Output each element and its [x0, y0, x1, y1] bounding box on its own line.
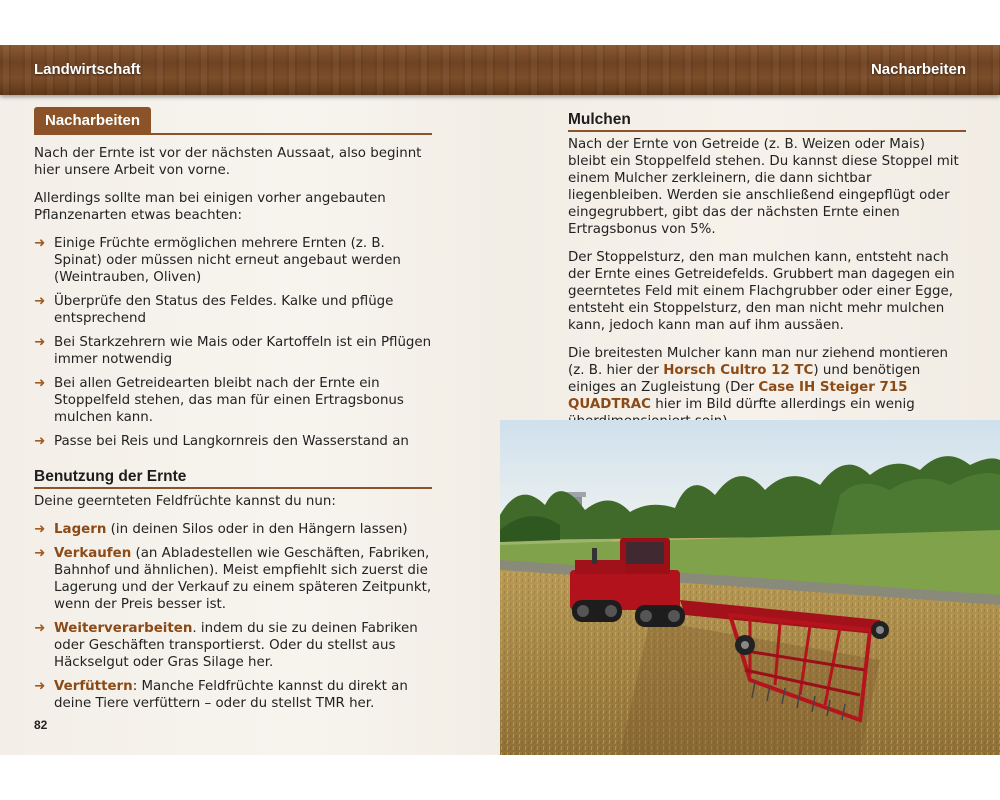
arrow-icon: ➜ [34, 621, 46, 636]
bullet-list-nacharbeiten [34, 235, 432, 450]
intro-paragraph-2: Allerdings sollte man bei einigen vorher angebauten Pflanzenarten etwas beachten: [34, 191, 386, 223]
list-item [34, 375, 432, 426]
list-item-text: : Manche Feldfrüchte kannst du direkt an deine Tiere verfüttern – oder du stellst TMR her. [54, 679, 408, 711]
section-heading-mulchen: Mulchen [568, 111, 966, 132]
para3-text-b: ) und benötigen einiges an Zugleistung (Der [568, 363, 921, 395]
section-heading-benutzung: Benutzung der Ernte [34, 468, 432, 489]
equipment-highlight-horsch: Horsch Cultro 12 TC [663, 363, 814, 378]
arrow-icon: ➜ [34, 236, 46, 251]
arrow-icon: ➜ [34, 376, 46, 391]
list-item-text: Einige Früchte ermöglichen mehrere Ernten (z. B. Spinat) oder müssen nicht erneut angebaut werden (Weintrauben, Oliven) [54, 236, 401, 285]
para3-text-a: Die breitesten Mulcher kann man nur ziehend montieren (z. B. hier der [568, 346, 949, 378]
bullet-list-usage [34, 521, 432, 712]
tractor-field-screenshot [500, 420, 1000, 755]
wood-header-bar [0, 45, 1000, 95]
section-tab-label: Nacharbeiten [34, 107, 151, 134]
list-item [34, 433, 432, 450]
arrow-icon: ➜ [34, 294, 46, 309]
list-item [34, 293, 432, 327]
right-column [568, 111, 966, 441]
header-right-title: Nacharbeiten [870, 61, 966, 78]
list-item-text: (an Abladestellen wie Geschäften, Fabriken, Bahnhof und ähnlichen). Meist empfiehlt sich zuerst die Lagerung und der Verkauf zu einem späteren Zeitpunkt, wenn der Preis besser ist. [54, 546, 432, 612]
page-number: 82 [34, 718, 48, 732]
arrow-icon: ➜ [34, 434, 46, 449]
term-highlight: Verkaufen [54, 546, 132, 561]
list-item-text: Bei allen Getreidearten bleibt nach der Ernte ein Stoppelfeld stehen, das man für einen Ertragsbonus mulchen kann. [54, 376, 404, 425]
book-spread [0, 45, 1000, 755]
section-tab-rule [34, 133, 432, 135]
list-item-text: Passe bei Reis und Langkornreis den Wasserstand an [54, 434, 409, 449]
mulchen-paragraph-2: Der Stoppelsturz, den man mulchen kann, entsteht nach der Ernte eines Getreidefelds. Grubbert man dagegen ein geerntetes Feld mit einem Flachgrubber oder einer Egge, entsteht ein Stoppelsturz, den man nicht mehr mulchen kann, jedoch kann man auf ihm aussäen. [568, 250, 955, 333]
mulchen-paragraph-1: Nach der Ernte von Getreide (z. B. Weizen oder Mais) bleibt ein Stoppelfeld stehen. Du kannst diese Stoppel mit einem Mulcher zerkleinern, die dann sichtbar liegenbleiben. Werden sie anschließend eingepflügt oder eingegrubbert, gibt das der nächsten Ernte einen Ertragsbonus von 5%. [568, 137, 959, 237]
arrow-icon: ➜ [34, 546, 46, 561]
term-highlight: Lagern [54, 522, 107, 537]
intro-paragraph-1: Nach der Ernte ist vor der nächsten Aussaat, also beginnt hier unsere Arbeit von vorne. [34, 146, 422, 178]
list-item [34, 521, 432, 538]
term-highlight: Verfüttern [54, 679, 133, 694]
list-item-text: Bei Starkzehrern wie Mais oder Kartoffeln ist ein Pflügen immer notwendig [54, 335, 432, 367]
list-item-text: . indem du sie zu deinen Fabriken oder Geschäften transportierst. Oder du stellst aus Häckselgut oder Gras Silage her. [54, 621, 418, 670]
mulchen-paragraph-3 [568, 345, 966, 430]
arrow-icon: ➜ [34, 335, 46, 350]
equipment-highlight-case: Case IH Steiger 715 QUADTRAC [568, 380, 908, 412]
list-item-text: (in deinen Silos oder in den Hängern lassen) [106, 522, 408, 537]
left-column [34, 105, 432, 719]
arrow-icon: ➜ [34, 679, 46, 694]
term-highlight: Weiterverarbeiten [54, 621, 193, 636]
para3-text-c: hier im Bild dürfte allerdings ein wenig [655, 397, 915, 412]
header-left-title: Landwirtschaft [34, 61, 141, 78]
usage-intro: Deine geernteten Feldfrüchte kannst du nun: [34, 494, 336, 509]
arrow-icon: ➜ [34, 522, 46, 537]
list-item [34, 678, 432, 712]
list-item [34, 334, 432, 368]
list-item [34, 620, 432, 671]
section-tab-heading [34, 105, 432, 135]
list-item [34, 235, 432, 286]
list-item-text: Überprüfe den Status des Feldes. Kalke und pflüge entsprechend [54, 294, 394, 326]
list-item [34, 545, 432, 613]
